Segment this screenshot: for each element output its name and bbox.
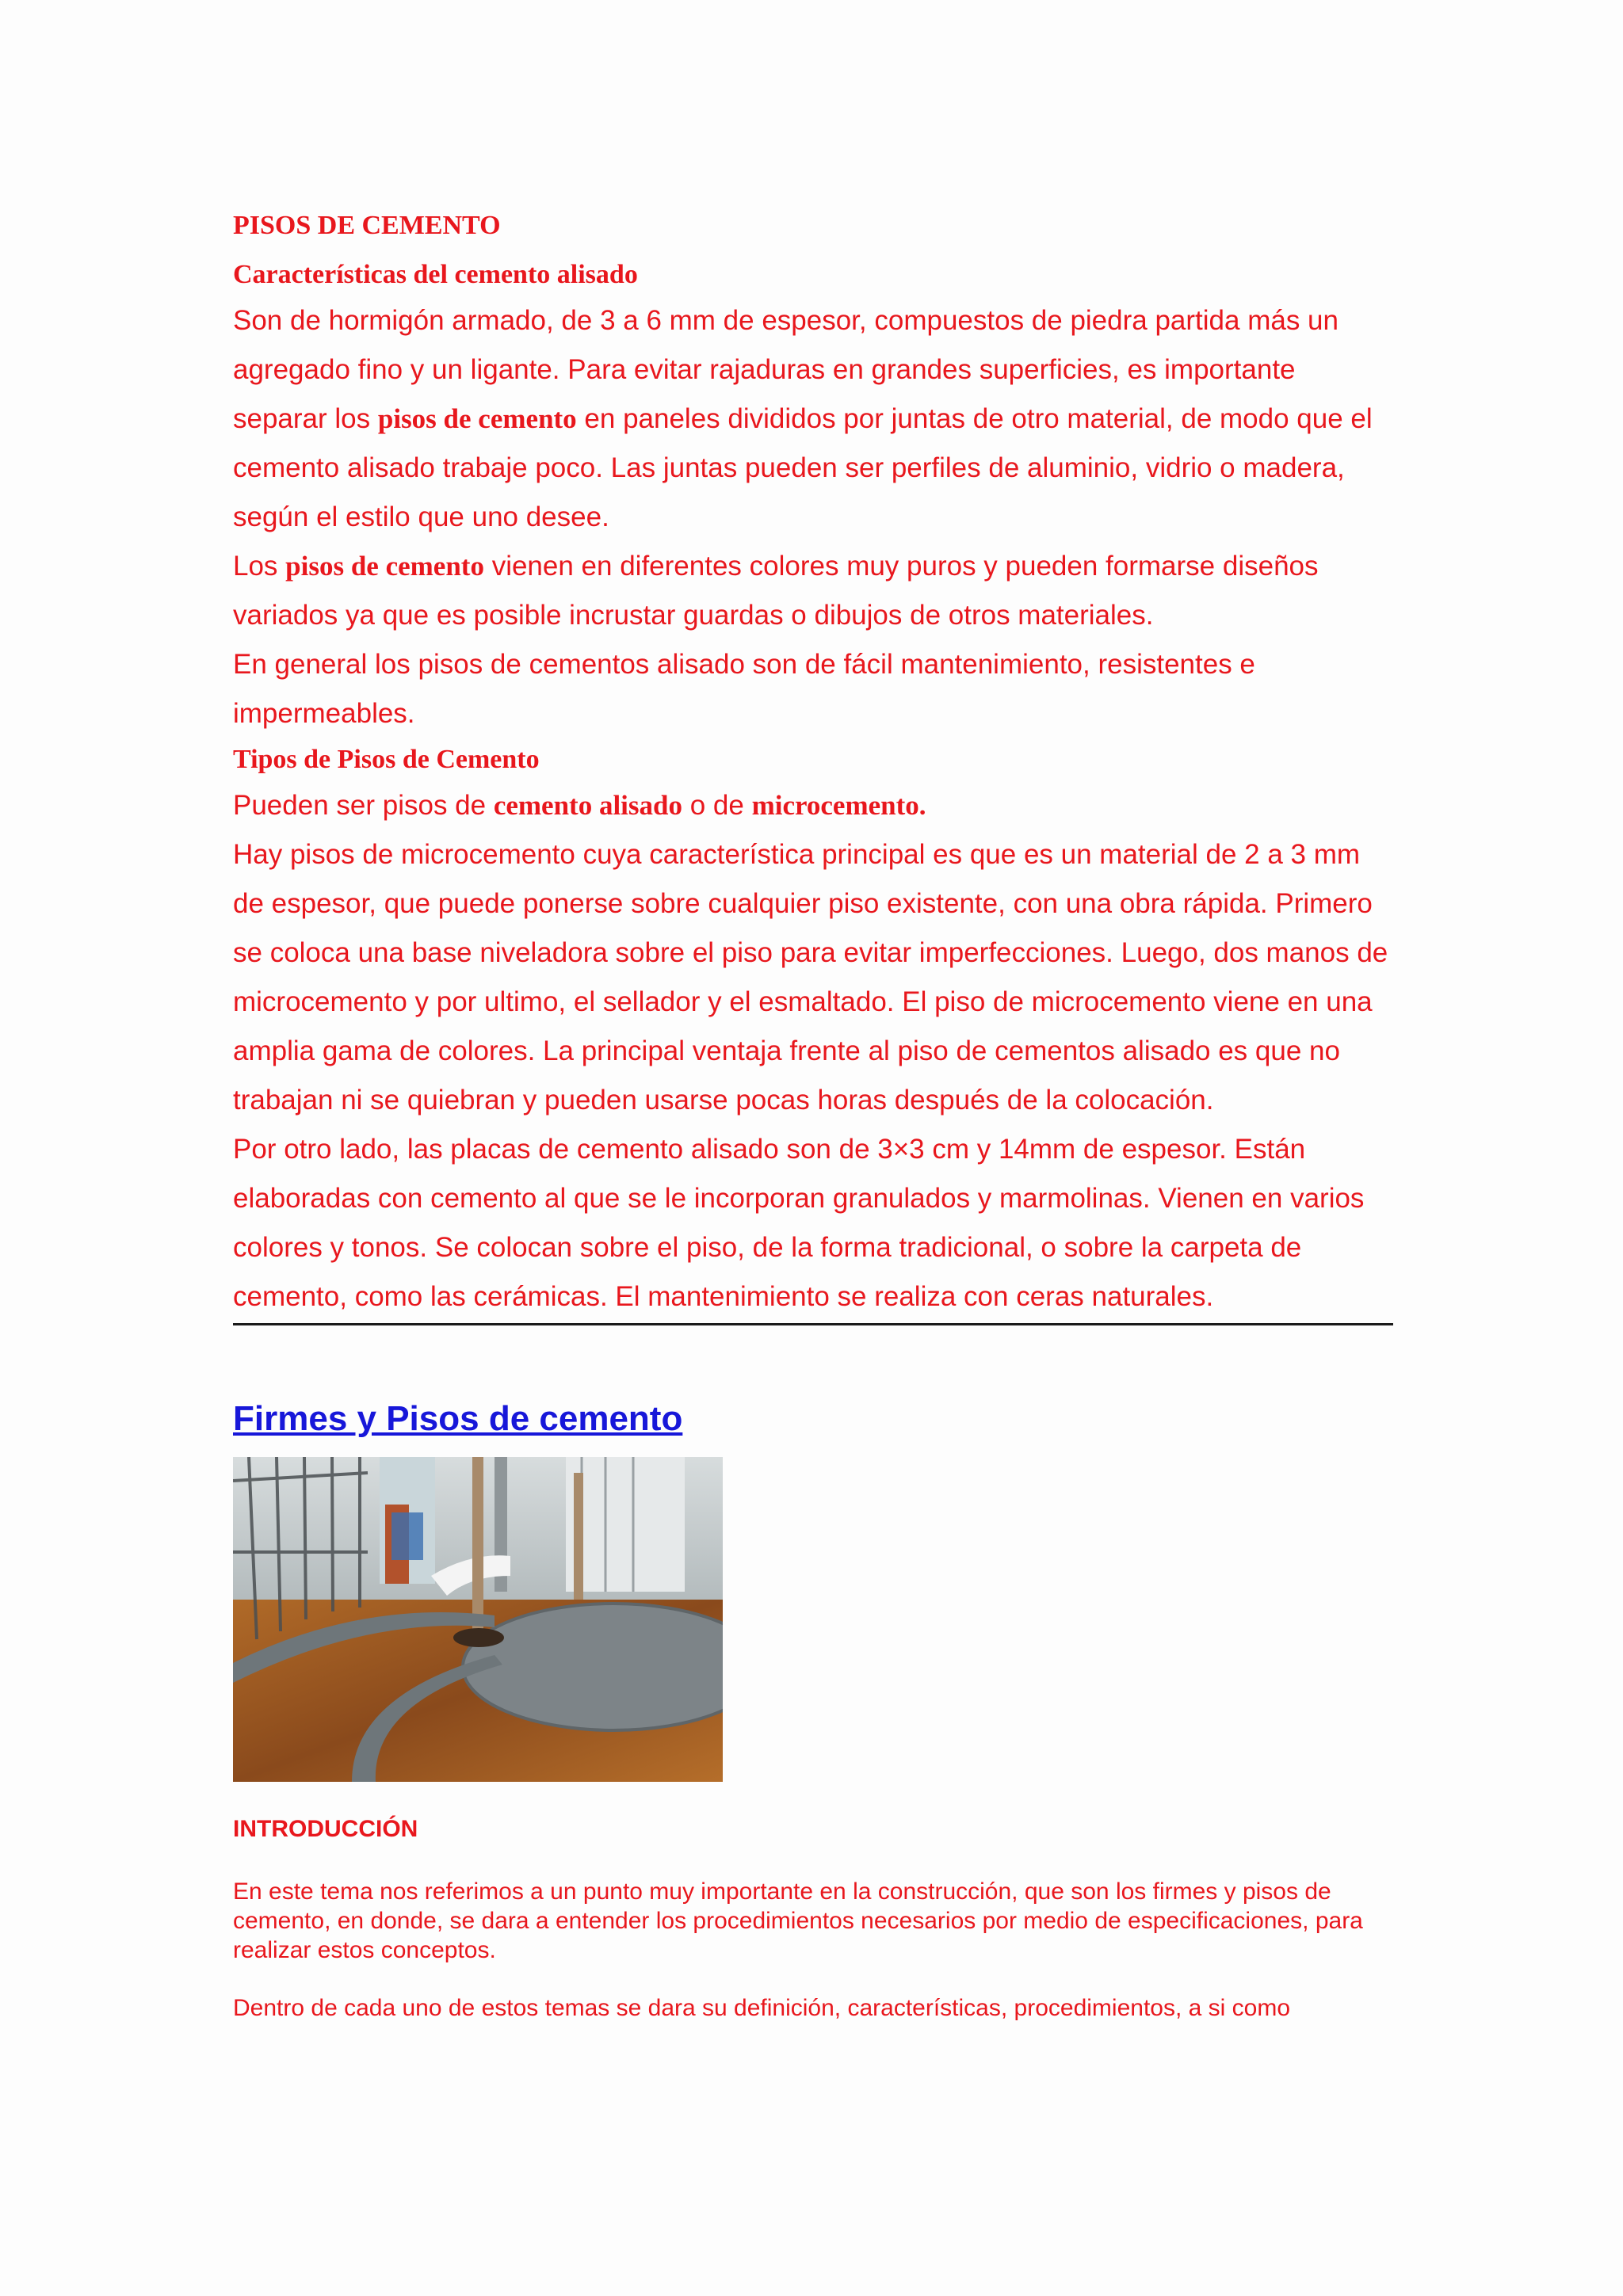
paragraph-text: Son de hormigón armado, de 3 a 6 mm de espesor, compuestos de piedra partida más un agregado fino y un ligante. Para evitar rajaduras en grandes superficies, es importante separar los xyxy=(233,305,1338,434)
bold-term: pisos de cemento xyxy=(377,403,577,434)
intro-paragraph: En este tema nos referimos a un punto muy importante en la construcción, que son los firmes y pisos de cemento, en donde, se dara a entender los procedimientos necesarios por medio de especificaciones, para realizar estos conceptos. xyxy=(233,1878,1363,1963)
floor-photo-illustration xyxy=(233,1457,723,1782)
introduction-heading: INTRODUCCIÓN xyxy=(233,1816,418,1842)
document-page xyxy=(233,208,1393,2023)
firmes-pisos-link[interactable]: Firmes y Pisos de cemento xyxy=(233,1399,683,1438)
intro-paragraph-2: Dentro de cada uno de estos temas se dara su definición, características, procedimientos, a si como xyxy=(233,1995,1291,2021)
paragraph-text: en paneles divididos por juntas de otro material, de modo que el cemento alisado trabaje poco. Las juntas pueden ser perfiles de aluminio, vidrio o madera, según el estilo que uno desee. xyxy=(233,403,1373,532)
paragraph-text: . xyxy=(918,790,926,821)
paragraph-microcement: Hay pisos de microcemento cuya característica principal es que es un material de 2 a 3 mm de espesor, que puede ponerse sobre cualquier piso existente, con una obra rápida. Primero se coloca una base niveladora sobre el piso para evitar imperfecciones. Luego, dos manos de microcemento y por ultimo, el sellador y el esmaltado. El piso de microcemento viene en una amplia gama de colores. La principal ventaja frente al piso de cementos alisado es que no trabajan ni se quiebran y pueden usarse pocas horas después de la colocación. xyxy=(233,839,1388,1116)
bold-term: microcemento xyxy=(751,790,919,821)
bold-term: cemento alisado xyxy=(493,790,682,821)
paragraph-plates: Por otro lado, las placas de cemento alisado son de 3×3 cm y 14mm de espesor. Están elaboradas con cemento al que se le incorporan granulados y marmolinas. Vienen en varios colores y tonos. Se colocan sobre el piso, de la forma tradicional, o sobre la carpeta de cemento, como las cerámicas. El mantenimiento se realiza con ceras naturales. xyxy=(233,1134,1365,1312)
section-divider xyxy=(233,1323,1393,1325)
paragraph-composition xyxy=(233,296,1393,542)
paragraph-text: o de xyxy=(682,790,752,821)
paragraph-text: Pueden ser pisos de xyxy=(233,790,494,821)
paragraph-maintenance: En general los pisos de cementos alisado son de fácil mantenimiento, resistentes e impermeables. xyxy=(233,649,1255,729)
bold-term: pisos de cemento xyxy=(285,551,484,582)
paragraph-text: Los xyxy=(233,551,286,582)
paragraph-types xyxy=(233,781,1393,830)
section-subtitle-types: Tipos de Pisos de Cemento xyxy=(233,745,540,774)
paragraph-text: vienen en diferentes colores muy puros y pueden formarse diseños variados ya que es posible incrustar guardas o dibujos de otros materiales. xyxy=(233,551,1319,631)
section-subtitle: Características del cemento alisado xyxy=(233,260,638,289)
document-title: PISOS DE CEMENTO xyxy=(233,211,501,240)
floor-photo xyxy=(233,1457,723,1782)
paragraph-colors xyxy=(233,542,1393,640)
